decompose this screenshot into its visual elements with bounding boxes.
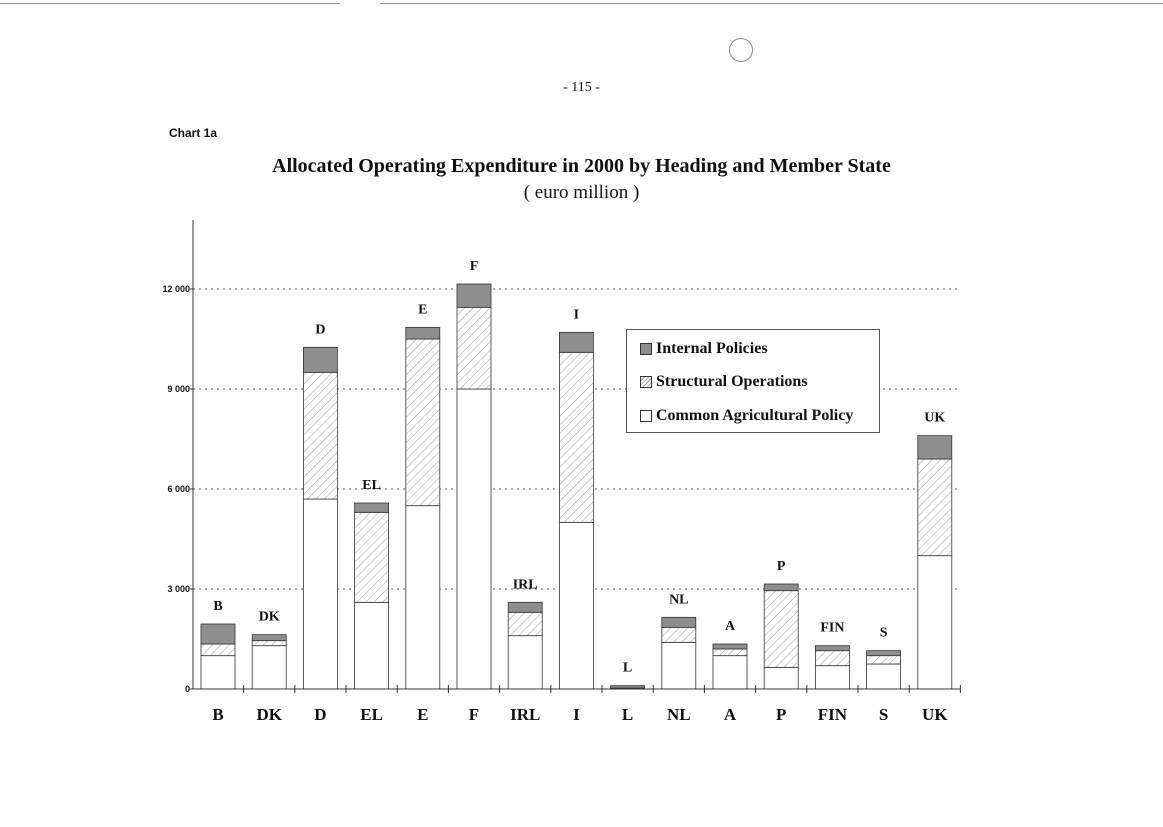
legend-label-internal: Internal Policies [656, 340, 768, 357]
bar-top-label: S [879, 625, 888, 641]
bar-segment-internal [764, 584, 798, 591]
bar-segment-structural [457, 307, 491, 389]
x-tick-label: EL [360, 705, 383, 724]
y-tick-label: 6 000 [167, 484, 190, 494]
bar-segment-cap [918, 556, 952, 689]
bar-segment-cap [713, 656, 747, 689]
bar-segment-internal [662, 617, 696, 627]
bar-segment-internal [815, 646, 849, 651]
bar-top-label: UK [924, 410, 946, 426]
legend-item-internal [640, 340, 768, 358]
bar-segment-structural [918, 459, 952, 556]
chart-label: Chart 1a [169, 126, 218, 140]
legend-item-structural [640, 373, 808, 391]
x-tick-label: D [314, 705, 327, 724]
x-tick-label: FIN [817, 705, 848, 724]
bar-segment-internal [252, 635, 286, 641]
y-tick-label: 12 000 [162, 284, 190, 294]
y-tick-label: 0 [184, 684, 190, 694]
bar-segment-cap [406, 506, 440, 689]
bar-top-label: A [724, 619, 736, 634]
bar-top-label: IRL [512, 577, 538, 593]
bar-segment-internal [457, 284, 491, 307]
bar-segment-internal [611, 686, 645, 688]
x-tick-label: DK [256, 705, 282, 724]
bar-top-label: B [213, 599, 223, 614]
x-tick-label: NL [666, 705, 691, 724]
x-tick-label: P [776, 705, 787, 724]
x-tick-label: S [878, 705, 889, 724]
bar-segment-internal [303, 347, 337, 372]
bar-top-label: F [469, 259, 479, 274]
bar-segment-cap [662, 642, 696, 689]
bar-segment-structural [662, 627, 696, 642]
chart-title: Allocated Operating Expenditure in 2000 by Heading and Member State [272, 155, 891, 177]
page-number: - 115 - [563, 80, 600, 95]
y-tick-label: 3 000 [167, 584, 190, 594]
bar-segment-structural [559, 352, 593, 522]
legend-swatch-structural [640, 376, 652, 388]
bar-segment-cap [508, 636, 542, 689]
bar-segment-internal [713, 644, 747, 649]
bar-segment-internal [867, 651, 901, 656]
x-tick-label: B [212, 705, 224, 724]
x-tick-label: L [621, 705, 634, 724]
x-tick-label: UK [922, 705, 948, 724]
bar-segment-internal [508, 602, 542, 612]
bar-segment-structural [303, 372, 337, 499]
bar-segment-structural [867, 656, 901, 664]
y-tick-label: 9 000 [167, 384, 190, 394]
bar-top-label: D [315, 322, 326, 338]
bar-segment-cap [355, 602, 389, 689]
x-tick-label: I [573, 705, 580, 724]
bar-segment-cap [303, 499, 337, 689]
bar-segment-structural [406, 339, 440, 506]
bar-segment-structural [252, 641, 286, 646]
bar-top-label: E [418, 302, 428, 318]
bar-segment-structural [815, 651, 849, 666]
bar-segment-structural [355, 512, 389, 602]
bar-segment-internal [406, 327, 440, 339]
bar-top-label: P [776, 559, 786, 574]
bar-top-label: EL [362, 478, 381, 493]
bar-segment-internal [201, 624, 235, 644]
legend-label-cap: Common Agricultural Policy [656, 407, 854, 424]
x-tick-label: A [723, 705, 737, 724]
x-tick-label: IRL [510, 705, 541, 724]
bar-segment-internal [355, 503, 389, 512]
legend-item-cap [640, 407, 853, 425]
bar-top-label: L [622, 660, 633, 676]
x-tick-label: F [468, 705, 480, 724]
bar-segment-structural [201, 644, 235, 656]
bar-segment-structural [764, 591, 798, 668]
bar-segment-internal [918, 436, 952, 459]
bar-segment-cap [457, 389, 491, 689]
bar-segment-cap [815, 666, 849, 689]
bar-segment-cap [559, 522, 593, 689]
chart-legend [626, 329, 880, 433]
chart-subtitle: ( euro million ) [523, 182, 640, 203]
legend-swatch-internal [640, 343, 652, 355]
bar-top-label: FIN [820, 620, 845, 636]
bar-segment-cap [252, 646, 286, 689]
bar-segment-internal [559, 332, 593, 352]
legend-swatch-cap [640, 410, 652, 422]
bar-segment-cap [764, 667, 798, 689]
x-tick-label: E [417, 705, 429, 724]
bar-segment-cap [867, 664, 901, 689]
bar-segment-cap [201, 656, 235, 689]
bar-top-label: NL [669, 592, 689, 608]
bar-segment-structural [713, 649, 747, 656]
legend-label-structural: Structural Operations [656, 373, 808, 390]
bar-segment-structural [508, 612, 542, 635]
bar-top-label: I [573, 307, 580, 323]
bar-top-label: DK [258, 609, 280, 625]
